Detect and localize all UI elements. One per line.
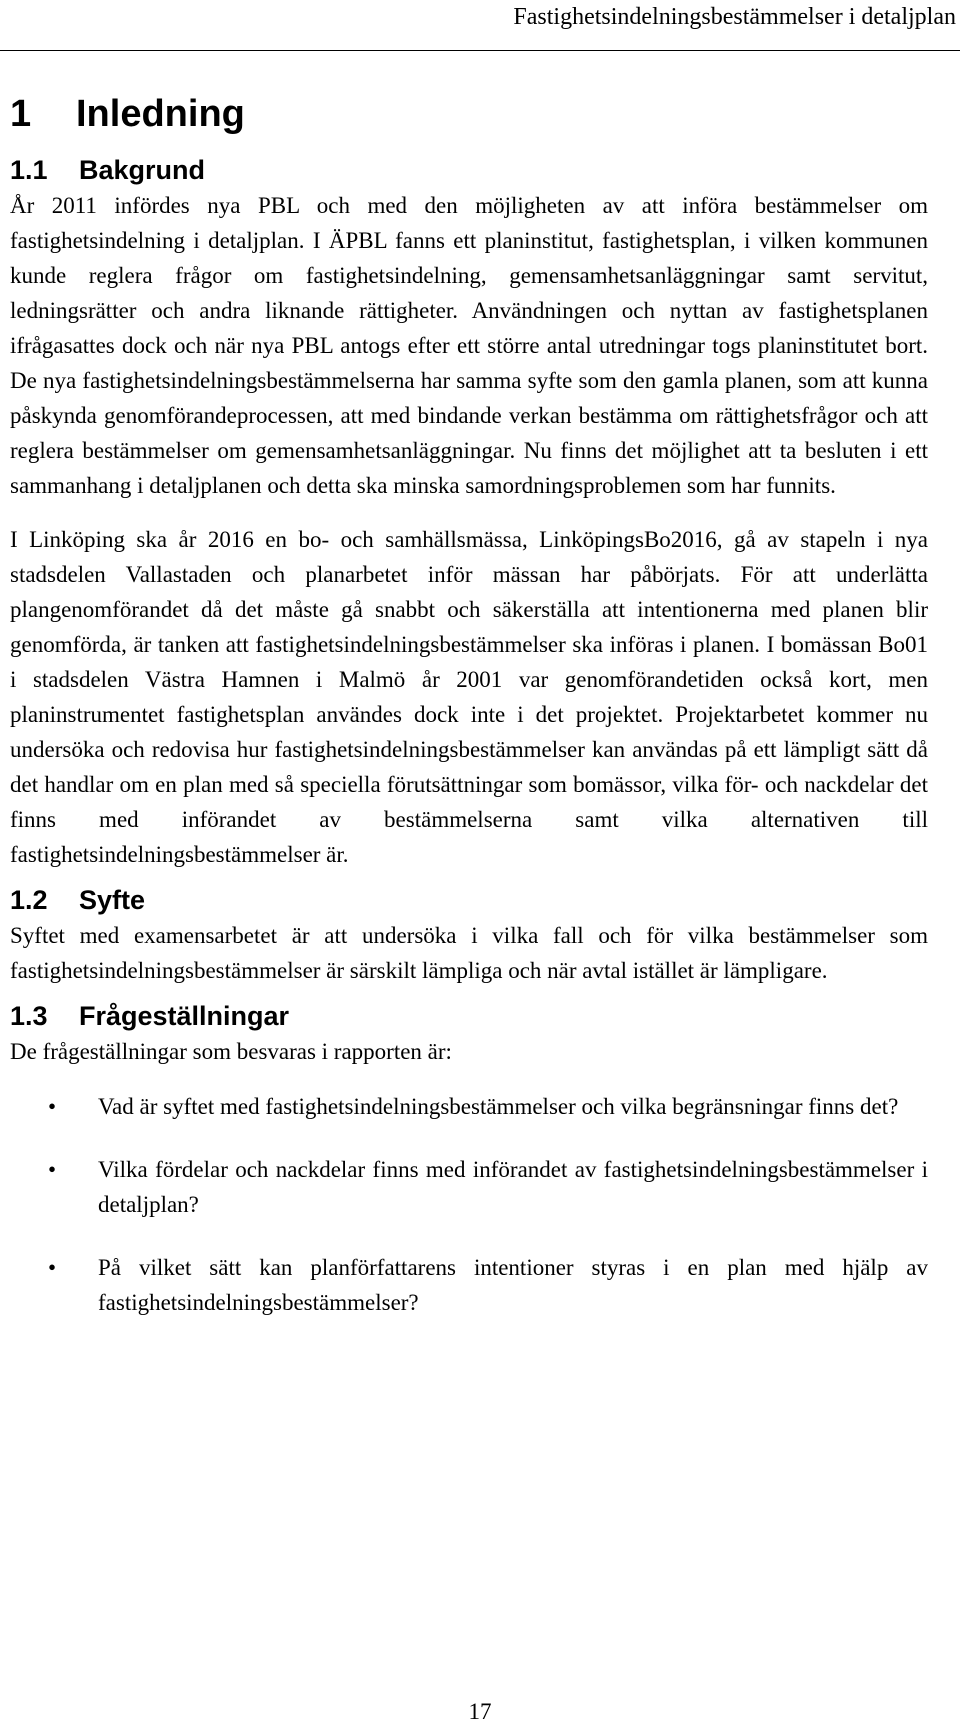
bullet-icon: • (48, 1255, 57, 1280)
section-heading (10, 152, 928, 188)
bullet-icon: • (48, 1157, 57, 1182)
page-content (10, 86, 928, 1348)
running-header: Fastighetsindelningsbestämmelser i detaljplan (513, 4, 956, 30)
paragraph: De frågeställningar som besvaras i rapporten är: (10, 1039, 452, 1064)
section-title: Bakgrund (79, 155, 206, 185)
header-divider (0, 50, 960, 51)
list-item-text: Vilka fördelar och nackdelar finns med införandet av fastighetsindelningsbestämmelser i detaljplan? (98, 1157, 928, 1217)
paragraph: År 2011 infördes nya PBL och med den möjligheten av att införa bestämmelser om fastighetsindelning i detaljplan. I ÄPBL fanns ett planinstitut, fastighetsplan, i vilken kommunen kunde reglera frågor om fastighetsindelning, gemensamhetsanläggningar samt servitut, ledningsrätter och andra liknande rättigheter. Användningen och nyttan av fastighetsplanen ifrågasattes dock och när nya PBL antogs efter ett större antal utredningar togs planinstitutet bort. De nya fastighetsindelningsbestämmelserna har samma syfte som den gamla planen, som att kunna påskynda genomförandeprocessen, att med bindande verkan bestämma om rättighetsfrågor och att reglera bestämmelser om gemensamhetsanläggningar. Nu finns det möjlighet att ta besluten i ett sammanhang i detaljplanen och detta ska minska samordningsproblemen som har funnits. (10, 193, 928, 498)
list-item (10, 1250, 928, 1320)
section-number: 1.2 (10, 885, 48, 915)
section-number: 1.1 (10, 155, 48, 185)
list-item (10, 1152, 928, 1222)
paragraph: I Linköping ska år 2016 en bo- och samhällsmässa, LinköpingsBo2016, gå av stapeln i nya stadsdelen Vallastaden och planarbetet inför mässan har påbörjats. För att underlätta plangenomförandet då det måste gå snabbt och säkerställa att intentionerna med planen blir genomförda, är tanken att fastighetsindelningsbestämmelser ska införas i planen. I bomässan Bo01 i stadsdelen Västra Hamnen i Malmö år 2001 var genomförandetiden också kort, men planinstrumentet fastighetsplan användes dock inte i det projektet. Projektarbetet kommer nu undersöka och redovisa hur fastighetsindelningsbestämmelser kan användas på ett lämpligt sätt då det handlar om en plan med så speciella förutsättningar som bomässor, vilka för- och nackdelar det finns med införandet av bestämmelserna samt vilka alternativen till fastighetsindelningsbestämmelser är. (10, 527, 928, 867)
list-item-text: På vilket sätt kan planförfattarens intentioner styras i en plan med hjälp av fastighetsindelningsbestämmelser? (98, 1255, 928, 1315)
list-item (10, 1089, 928, 1124)
section-fragestallningar (10, 998, 928, 1320)
page-number: 17 (468, 1699, 492, 1724)
chapter-heading (10, 86, 928, 142)
section-bakgrund (10, 152, 928, 872)
section-title: Frågeställningar (79, 1001, 290, 1031)
section-number: 1.3 (10, 1001, 48, 1031)
chapter-title: Inledning (76, 93, 245, 135)
question-list (10, 1089, 928, 1320)
chapter-number: 1 (10, 93, 32, 135)
section-title: Syfte (79, 885, 146, 915)
list-item-text: Vad är syftet med fastighetsindelningsbestämmelser och vilka begränsningar finns det? (98, 1094, 899, 1119)
paragraph: Syftet med examensarbetet är att undersöka i vilka fall och för vilka bestämmelser som fastighetsindelningsbestämmelser är särskilt lämpliga och när avtal istället är lämpligare. (10, 923, 928, 983)
bullet-icon: • (48, 1094, 57, 1119)
section-heading (10, 882, 928, 918)
section-syfte (10, 882, 928, 988)
section-heading (10, 998, 928, 1034)
